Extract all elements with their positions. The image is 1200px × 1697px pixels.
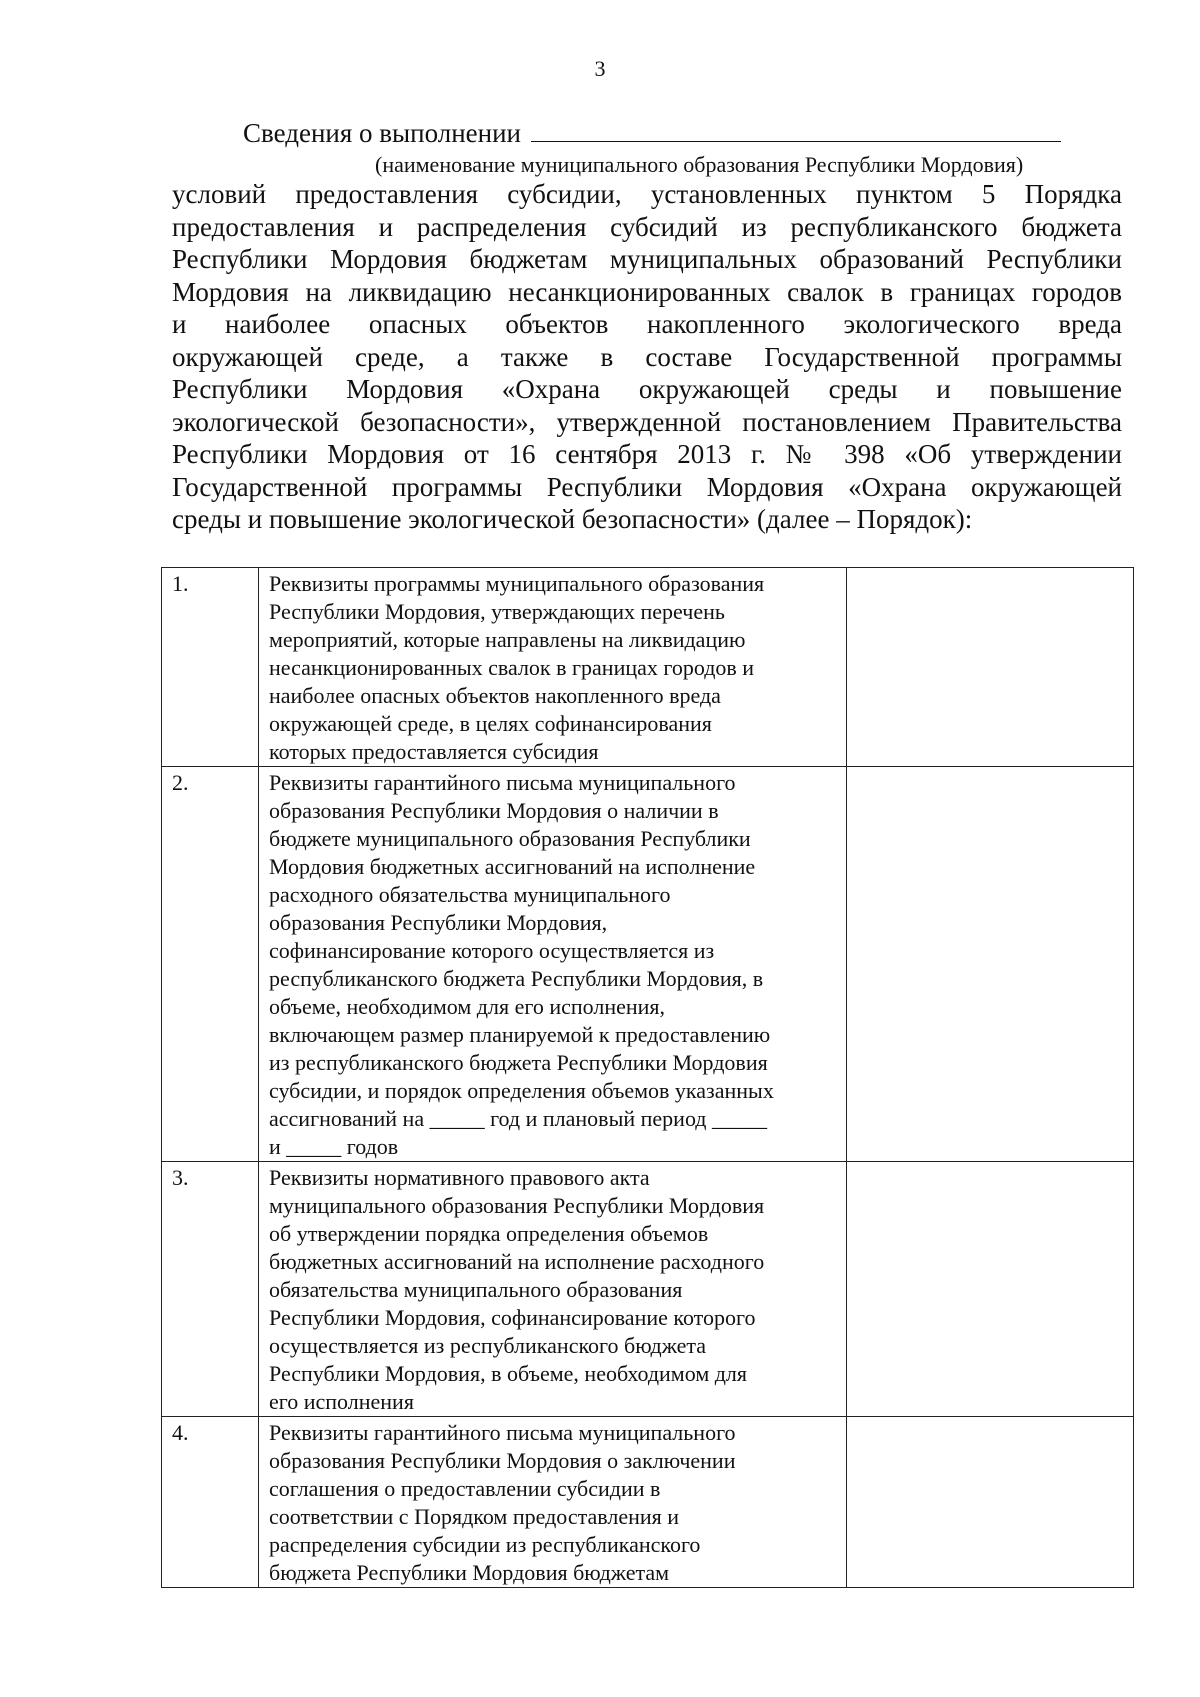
table-row <box>162 767 1134 1162</box>
intro-line: окружающей среде, а также в составе Государственной программы <box>172 341 1122 372</box>
intro-line: условий предоставления субсидии, установленных пунктом 5 Порядка <box>172 179 1122 209</box>
table-row <box>162 568 1134 767</box>
intro-line: экологической безопасности», утвержденной постановлением Правительства <box>172 406 1122 437</box>
intro-line: Республики Мордовия от 16 сентября 2013 г. № 398 «Об утверждении <box>172 439 1122 469</box>
row-description <box>259 1162 847 1417</box>
row-description <box>259 1417 847 1588</box>
page-number: 3 <box>594 56 606 81</box>
intro-line: предоставления и распределения субсидий из республиканского бюджета <box>172 211 1122 242</box>
heading-note: (наименование муниципального образования Республики Мордовия) <box>375 152 1024 177</box>
intro-line: Республики Мордовия бюджетам муниципальных образований Республики <box>172 244 1122 274</box>
requirements-table <box>161 567 1134 1588</box>
row-description-text: Реквизиты гарантийного письма муниципального образования Республики Мордовия о наличии в бюджете муниципального образования Республики Мордовия бюджетных ассигнований на исполнение расходного обязательства муниципального образования Республики Мордовия, софинансирование которого осуществляется из республиканского бюджета Республики Мордовия, в объеме, необходимом для его исполнения, включающем размер планируемой к предоставлению из республиканского бюджета Республики Мордовия субсидии, и порядок определения объемов указанных ассигнований на _____ год и плановый период _____ и _____ годов <box>269 770 774 1159</box>
table-row <box>162 1417 1134 1588</box>
intro-line: среды и повышение экологической безопасности» (далее – Порядок): <box>172 504 973 534</box>
row-description-text: Реквизиты нормативного правового акта муниципального образования Республики Мордовия об утверждении порядка определения объемов бюджетных ассигнований на исполнение расходного обязательства муниципального образования Республики Мордовия, софинансирование которого осуществляется из республиканского бюджета Республики Мордовия, в объеме, необходимом для его исполнения <box>269 1165 765 1414</box>
document-heading <box>243 118 1061 149</box>
municipality-name-blank <box>531 121 1061 142</box>
table-row <box>162 1162 1134 1417</box>
row-number: 4. <box>162 1417 259 1588</box>
row-description-text: Реквизиты гарантийного письма муниципального образования Республики Мордовия о заключении соглашения о предоставлении субсидии в соответствии с Порядком предоставления и распределения субсидии из республиканского бюджета Республики Мордовия бюджетам <box>269 1420 736 1585</box>
heading-text: Сведения о выполнении <box>243 118 522 148</box>
intro-line: Республики Мордовия «Охрана окружающей среды и повышение <box>172 374 1122 404</box>
intro-line: Мордовия на ликвидацию несанкционированных свалок в границах городов <box>172 276 1122 307</box>
row-description <box>259 568 847 767</box>
intro-paragraph <box>172 178 1122 536</box>
row-description-text: Реквизиты программы муниципального образования Республики Мордовия, утверждающих перечень мероприятий, которые направлены на ликвидацию несанкционированных свалок в границах городов и наиболее опасных объектов накопленного вреда окружающей среде, в целях софинансирования которых предоставляется субсидия <box>269 571 765 764</box>
row-value-cell[interactable] <box>847 767 1134 1162</box>
row-number: 2. <box>162 767 259 1162</box>
intro-line: и наиболее опасных объектов накопленного экологического вреда <box>172 309 1122 339</box>
row-number: 1. <box>162 568 259 767</box>
row-value-cell[interactable] <box>847 568 1134 767</box>
row-value-cell[interactable] <box>847 1162 1134 1417</box>
row-description <box>259 767 847 1162</box>
row-value-cell[interactable] <box>847 1417 1134 1588</box>
intro-line: Государственной программы Республики Мордовия «Охрана окружающей <box>172 471 1122 502</box>
row-number: 3. <box>162 1162 259 1417</box>
